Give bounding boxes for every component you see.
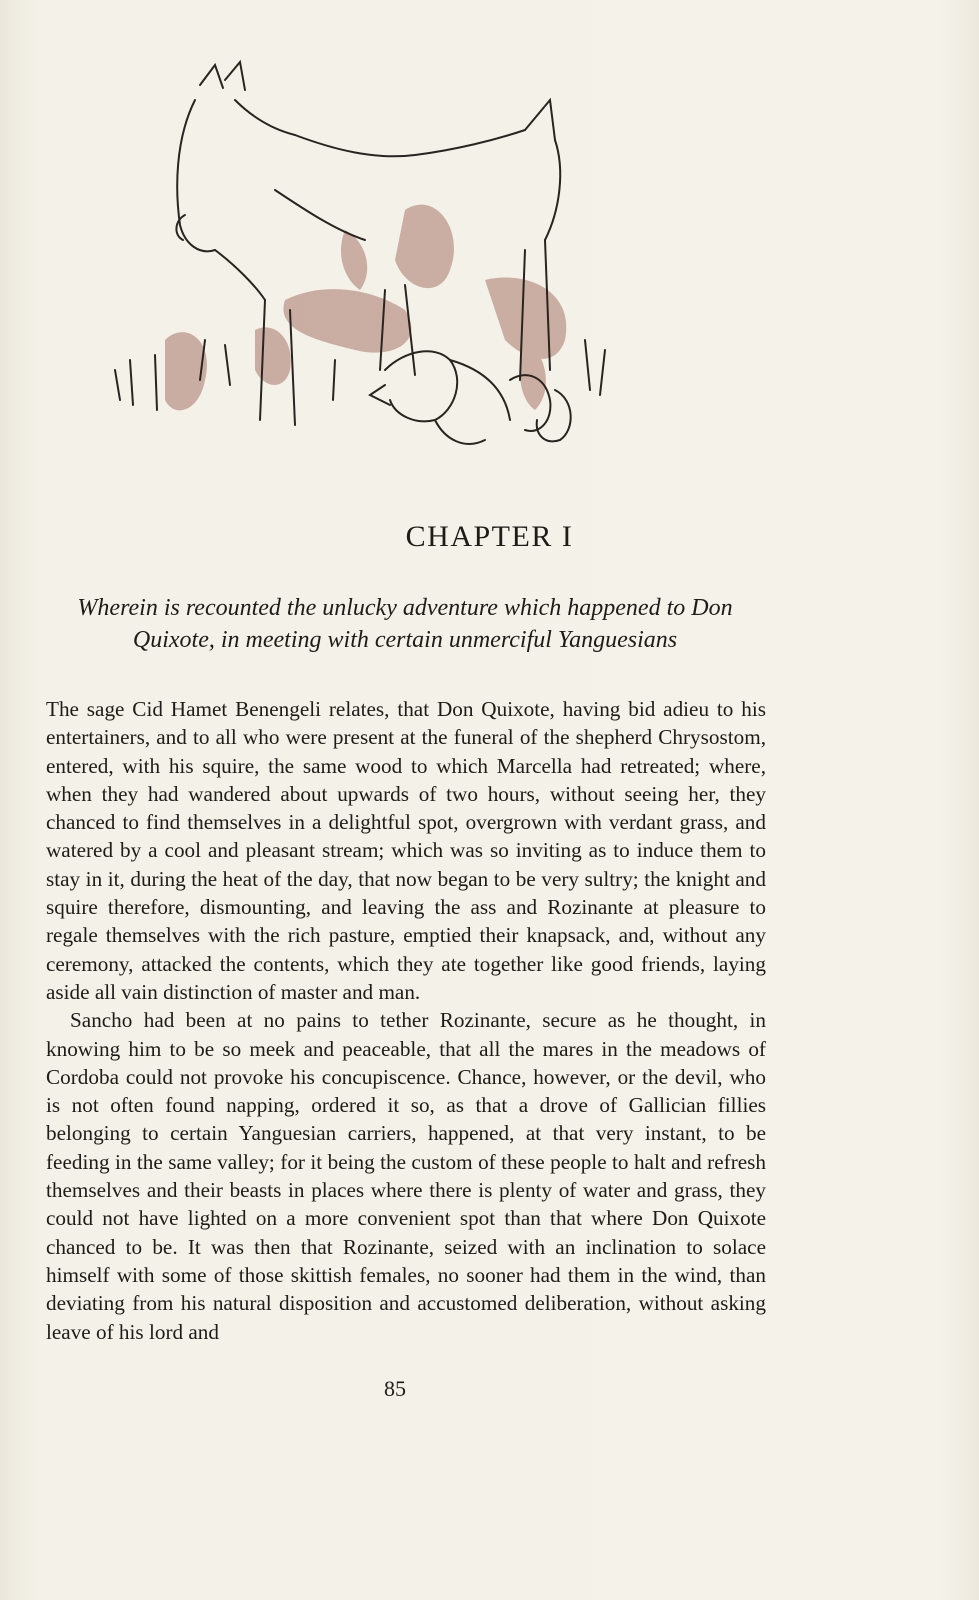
paragraph: Sancho had been at no pains to tether Rozinante, secure as he thought, in knowing him to be so meek and peaceable, that all the mares in the meadows of Cordoba could not provoke his concupiscence. Chance, however, or the devil, who is not often found napping, ordered it so, as that a drove of Gallician fillies belonging to certain Yanguesian carriers, happened, at that very instant, to be feeding in the same valley; for it being the custom of these people to halt and refresh themselves and their beasts in places where there is plenty of water and grass, they could not have lighted on a more convenient spot than that where Don Quixote chanced to be. It was then that Rozinante, seized with an inclination to solace himself with some of those skittish females, no sooner had them in the wind, than deviating from his natural disposition and accustomed deliberation, without asking leave of his lord and (46, 1008, 766, 1344)
page-number: 85 (384, 1376, 406, 1401)
paragraph: The sage Cid Hamet Benengeli relates, that Don Quixote, having bid adieu to his entertainers, and to all who were present at the funeral of the shepherd Chrysostom, entered, with his squire, the same wood to which Marcella had retreated; where, when they had wandered about upwards of two hours, without seeing her, they chanced to find themselves in a delightful spot, overgrown with verdant grass, and watered by a cool and pleasant stream; which was so inviting as to induce them to stay in it, during the heat of the day, that now began to be very sultry; the knight and squire therefore, dismounting, and leaving the ass and Rozinante at pleasure to regale themselves with the rich pasture, emptied their knapsack, and, without any ceremony, attacked the contents, which they ate together like good friends, laying aside all vain distinction of master and man. (46, 697, 766, 1004)
horse-and-squire-illustration (105, 40, 665, 510)
chapter-body (46, 695, 766, 1346)
chapter-title: CHAPTER I (405, 520, 574, 553)
watercolor-wash (165, 205, 566, 411)
chapter-subtitle: Wherein is recounted the unlucky adventure which happened to Don Quixote, in meeting with certain unmerciful Yanguesians (77, 595, 733, 653)
